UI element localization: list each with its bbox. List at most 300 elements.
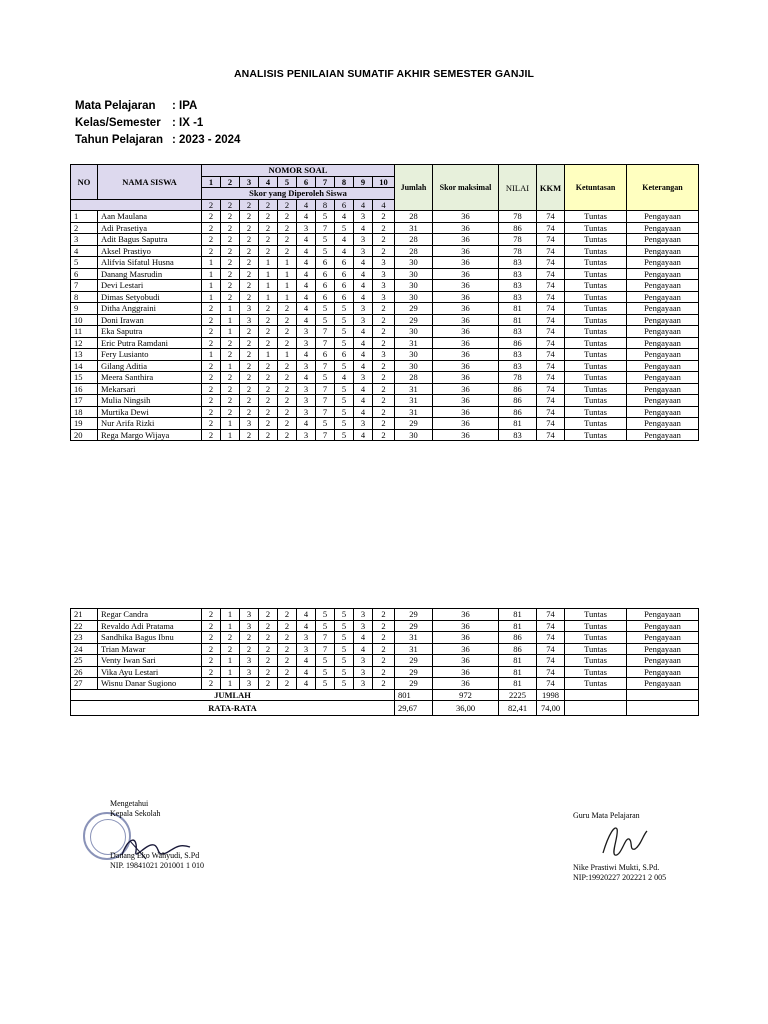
cell-skor: 1 — [221, 418, 240, 430]
max-score: 2 — [221, 199, 240, 211]
cell-keterangan: Pengayaan — [627, 678, 699, 690]
cell-no: 11 — [71, 326, 98, 338]
cell-skor: 2 — [373, 666, 395, 678]
table-row — [71, 211, 699, 223]
cell-skor: 4 — [354, 280, 373, 292]
cell-nama: Eric Putra Ramdani — [98, 337, 202, 349]
cell-skor: 2 — [259, 609, 278, 621]
cell-nilai: 83 — [499, 326, 537, 338]
cell-skor: 6 — [316, 257, 335, 269]
cell-skor: 2 — [373, 678, 395, 690]
cell-keterangan: Pengayaan — [627, 337, 699, 349]
cell-skor: 3 — [297, 326, 316, 338]
cell-nilai: 83 — [499, 268, 537, 280]
cell-skor: 2 — [221, 245, 240, 257]
cell-ketuntasan: Tuntas — [565, 643, 627, 655]
cell-skor: 2 — [373, 620, 395, 632]
cell-skor: 2 — [202, 643, 221, 655]
cell-no: 13 — [71, 349, 98, 361]
cell-nama: Revaldo Adi Pratama — [98, 620, 202, 632]
cell-skor-maksimal: 36 — [433, 268, 499, 280]
cell-skor: 2 — [259, 429, 278, 441]
cell-skor: 4 — [297, 211, 316, 223]
cell-no: 18 — [71, 406, 98, 418]
cell-skor: 2 — [240, 372, 259, 384]
max-score: 4 — [354, 199, 373, 211]
cell-skor: 1 — [221, 326, 240, 338]
question-number: 10 — [373, 176, 395, 188]
table-row — [71, 326, 699, 338]
cell-skor: 7 — [316, 383, 335, 395]
cell-skor: 5 — [335, 360, 354, 372]
cell-skor: 5 — [335, 326, 354, 338]
cell-skor: 3 — [297, 395, 316, 407]
cell-no: 3 — [71, 234, 98, 246]
cell-skor: 5 — [335, 314, 354, 326]
cell-skor: 2 — [259, 678, 278, 690]
cell-kkm: 74 — [537, 280, 565, 292]
cell-nama: Danang Masrudin — [98, 268, 202, 280]
cell-skor: 6 — [335, 280, 354, 292]
cell-kkm: 74 — [537, 234, 565, 246]
table-row — [71, 632, 699, 644]
cell-skor: 4 — [335, 234, 354, 246]
sig-right-line1: Guru Mata Pelajaran — [573, 811, 640, 820]
table-row — [71, 655, 699, 667]
cell-ketuntasan: Tuntas — [565, 609, 627, 621]
table-row — [71, 395, 699, 407]
cell-skor: 2 — [259, 372, 278, 384]
cell-nama: Meera Santhira — [98, 372, 202, 384]
cell-jumlah: 29 — [395, 655, 433, 667]
cell-skor: 3 — [354, 211, 373, 223]
cell-skor: 7 — [316, 222, 335, 234]
cell-skor: 2 — [373, 395, 395, 407]
cell-skor: 2 — [202, 222, 221, 234]
cell-skor: 2 — [259, 655, 278, 667]
summary-kkm: 74,00 — [537, 701, 565, 716]
header-no: NO — [71, 165, 98, 200]
cell-nama: Devi Lestari — [98, 280, 202, 292]
cell-skor-maksimal: 36 — [433, 620, 499, 632]
cell-skor: 2 — [259, 620, 278, 632]
table-row — [71, 609, 699, 621]
summary-empty — [565, 689, 627, 701]
cell-skor: 2 — [221, 632, 240, 644]
cell-no: 5 — [71, 257, 98, 269]
score-table-part2 — [70, 608, 699, 716]
cell-skor: 2 — [373, 303, 395, 315]
cell-skor-maksimal: 36 — [433, 257, 499, 269]
cell-ketuntasan: Tuntas — [565, 406, 627, 418]
cell-nama: Sandhika Bagus Ibnu — [98, 632, 202, 644]
cell-kkm: 74 — [537, 609, 565, 621]
cell-skor: 2 — [221, 337, 240, 349]
summary-row-rata-rata — [71, 701, 699, 716]
cell-skor: 4 — [297, 257, 316, 269]
cell-skor-maksimal: 36 — [433, 245, 499, 257]
cell-skor: 2 — [278, 245, 297, 257]
header-row-nomor-soal — [71, 165, 699, 177]
cell-nilai: 83 — [499, 291, 537, 303]
cell-no: 16 — [71, 383, 98, 395]
cell-skor: 1 — [221, 678, 240, 690]
cell-skor: 2 — [373, 234, 395, 246]
cell-keterangan: Pengayaan — [627, 211, 699, 223]
cell-skor: 3 — [373, 280, 395, 292]
cell-nilai: 81 — [499, 609, 537, 621]
cell-skor: 2 — [278, 326, 297, 338]
cell-nama: Venty Iwan Sari — [98, 655, 202, 667]
cell-skor: 5 — [316, 372, 335, 384]
cell-keterangan: Pengayaan — [627, 360, 699, 372]
document-title: ANALISIS PENILAIAN SUMATIF AKHIR SEMESTER GANJIL — [234, 68, 534, 80]
table-row — [71, 234, 699, 246]
cell-no: 17 — [71, 395, 98, 407]
cell-skor: 1 — [202, 257, 221, 269]
cell-skor: 5 — [316, 245, 335, 257]
cell-skor: 2 — [202, 303, 221, 315]
cell-ketuntasan: Tuntas — [565, 268, 627, 280]
cell-skor: 2 — [373, 383, 395, 395]
cell-skor: 3 — [240, 620, 259, 632]
cell-skor: 7 — [316, 360, 335, 372]
summary-label-jumlah: JUMLAH — [71, 689, 395, 701]
table-row — [71, 383, 699, 395]
header-nama-siswa: NAMA SISWA — [98, 165, 202, 200]
cell-nama: Vika Ayu Lestari — [98, 666, 202, 678]
meta-kelas-semester — [75, 115, 240, 132]
cell-skor: 3 — [297, 643, 316, 655]
max-score: 2 — [278, 199, 297, 211]
signature-right — [573, 811, 666, 883]
cell-keterangan: Pengayaan — [627, 349, 699, 361]
cell-skor: 3 — [240, 418, 259, 430]
cell-skor: 3 — [297, 429, 316, 441]
header-ketuntasan: Ketuntasan — [565, 165, 627, 211]
cell-ketuntasan: Tuntas — [565, 666, 627, 678]
header-blank — [71, 199, 202, 211]
cell-skor: 3 — [354, 655, 373, 667]
cell-skor: 3 — [297, 337, 316, 349]
cell-skor: 2 — [221, 395, 240, 407]
cell-skor: 3 — [240, 678, 259, 690]
cell-skor: 2 — [278, 234, 297, 246]
cell-nilai: 83 — [499, 360, 537, 372]
cell-skor: 2 — [373, 372, 395, 384]
cell-skor: 6 — [316, 280, 335, 292]
cell-nilai: 86 — [499, 632, 537, 644]
cell-jumlah: 30 — [395, 280, 433, 292]
cell-skor: 3 — [240, 303, 259, 315]
cell-skor: 4 — [297, 620, 316, 632]
cell-jumlah: 31 — [395, 406, 433, 418]
cell-skor: 2 — [259, 314, 278, 326]
cell-keterangan: Pengayaan — [627, 372, 699, 384]
cell-skor: 5 — [335, 222, 354, 234]
cell-nilai: 83 — [499, 429, 537, 441]
cell-nama: Aksel Prastiyo — [98, 245, 202, 257]
cell-keterangan: Pengayaan — [627, 655, 699, 667]
cell-keterangan: Pengayaan — [627, 383, 699, 395]
cell-skor: 5 — [316, 303, 335, 315]
cell-kkm: 74 — [537, 406, 565, 418]
max-score: 4 — [373, 199, 395, 211]
cell-jumlah: 30 — [395, 349, 433, 361]
cell-nama: Nur Arifa Rizki — [98, 418, 202, 430]
cell-skor: 7 — [316, 337, 335, 349]
cell-keterangan: Pengayaan — [627, 314, 699, 326]
cell-nama: Trian Mawar — [98, 643, 202, 655]
cell-nilai: 81 — [499, 620, 537, 632]
cell-skor: 2 — [278, 383, 297, 395]
cell-skor: 7 — [316, 632, 335, 644]
cell-skor: 1 — [259, 268, 278, 280]
cell-skor: 2 — [240, 326, 259, 338]
question-number: 5 — [278, 176, 297, 188]
max-score: 2 — [259, 199, 278, 211]
cell-skor: 4 — [335, 211, 354, 223]
cell-skor: 1 — [259, 291, 278, 303]
cell-skor: 2 — [221, 268, 240, 280]
cell-ketuntasan: Tuntas — [565, 429, 627, 441]
header-nilai: NILAI — [499, 165, 537, 211]
cell-kkm: 74 — [537, 632, 565, 644]
table-summary — [71, 689, 699, 716]
cell-ketuntasan: Tuntas — [565, 395, 627, 407]
cell-skor: 7 — [316, 395, 335, 407]
cell-skor: 4 — [297, 372, 316, 384]
cell-skor-maksimal: 36 — [433, 609, 499, 621]
table-row — [71, 245, 699, 257]
summary-maks: 36,00 — [433, 701, 499, 716]
cell-skor: 2 — [278, 211, 297, 223]
cell-nama: Alifvia Sifatul Husna — [98, 257, 202, 269]
sig-left-line2: Kepala Sekolah — [110, 809, 161, 818]
cell-nilai: 86 — [499, 383, 537, 395]
cell-jumlah: 31 — [395, 337, 433, 349]
cell-skor-maksimal: 36 — [433, 372, 499, 384]
cell-nilai: 78 — [499, 245, 537, 257]
cell-skor: 2 — [259, 632, 278, 644]
cell-nilai: 86 — [499, 337, 537, 349]
cell-skor: 4 — [354, 429, 373, 441]
cell-skor: 5 — [316, 655, 335, 667]
cell-skor: 4 — [354, 406, 373, 418]
cell-jumlah: 28 — [395, 372, 433, 384]
cell-skor-maksimal: 36 — [433, 314, 499, 326]
cell-skor: 5 — [335, 303, 354, 315]
cell-skor: 3 — [354, 245, 373, 257]
cell-skor: 5 — [335, 666, 354, 678]
cell-no: 26 — [71, 666, 98, 678]
summary-empty — [627, 701, 699, 716]
cell-skor: 2 — [240, 257, 259, 269]
cell-skor: 7 — [316, 326, 335, 338]
cell-skor: 1 — [221, 620, 240, 632]
cell-jumlah: 29 — [395, 666, 433, 678]
cell-skor: 2 — [278, 360, 297, 372]
cell-skor: 2 — [202, 655, 221, 667]
cell-skor: 1 — [221, 314, 240, 326]
cell-skor: 2 — [240, 349, 259, 361]
cell-skor: 3 — [354, 314, 373, 326]
meta-mata-pelajaran — [75, 98, 240, 115]
cell-jumlah: 29 — [395, 678, 433, 690]
cell-skor: 2 — [240, 268, 259, 280]
cell-skor: 3 — [354, 303, 373, 315]
cell-skor: 3 — [297, 383, 316, 395]
meta-value: : IX -1 — [172, 117, 204, 129]
cell-nama: Eka Saputra — [98, 326, 202, 338]
cell-skor: 2 — [202, 418, 221, 430]
cell-skor: 4 — [335, 372, 354, 384]
cell-skor: 7 — [316, 429, 335, 441]
cell-skor: 2 — [278, 666, 297, 678]
cell-jumlah: 30 — [395, 291, 433, 303]
cell-skor: 5 — [335, 395, 354, 407]
cell-skor: 4 — [354, 268, 373, 280]
meta-value: : IPA — [172, 100, 198, 112]
cell-skor: 4 — [354, 383, 373, 395]
score-table-part1 — [70, 164, 699, 441]
signature-left — [110, 799, 204, 871]
cell-nilai: 78 — [499, 372, 537, 384]
cell-skor: 1 — [259, 257, 278, 269]
cell-skor: 2 — [278, 222, 297, 234]
cell-skor: 1 — [221, 609, 240, 621]
cell-jumlah: 29 — [395, 314, 433, 326]
sig-left-name: Danang Eko Wahyudi, S.Pd — [110, 851, 200, 860]
cell-skor: 4 — [297, 303, 316, 315]
cell-skor: 2 — [373, 360, 395, 372]
cell-skor: 6 — [335, 291, 354, 303]
cell-skor: 2 — [221, 222, 240, 234]
cell-skor: 2 — [240, 280, 259, 292]
cell-skor: 2 — [240, 360, 259, 372]
cell-skor: 2 — [373, 326, 395, 338]
cell-skor: 5 — [316, 666, 335, 678]
cell-skor: 2 — [202, 609, 221, 621]
max-score: 2 — [202, 199, 221, 211]
cell-skor: 1 — [221, 655, 240, 667]
cell-skor: 2 — [278, 632, 297, 644]
cell-skor: 4 — [297, 418, 316, 430]
cell-keterangan: Pengayaan — [627, 609, 699, 621]
cell-skor: 5 — [335, 620, 354, 632]
table-row — [71, 620, 699, 632]
cell-nama: Mulia Ningsih — [98, 395, 202, 407]
cell-skor: 5 — [316, 234, 335, 246]
cell-keterangan: Pengayaan — [627, 291, 699, 303]
question-number: 1 — [202, 176, 221, 188]
question-number: 4 — [259, 176, 278, 188]
max-score: 2 — [240, 199, 259, 211]
cell-kkm: 74 — [537, 314, 565, 326]
cell-keterangan: Pengayaan — [627, 222, 699, 234]
cell-skor: 2 — [221, 406, 240, 418]
cell-skor: 2 — [202, 211, 221, 223]
cell-skor: 3 — [373, 291, 395, 303]
cell-skor: 2 — [373, 211, 395, 223]
meta-value: : 2023 - 2024 — [172, 134, 241, 146]
cell-keterangan: Pengayaan — [627, 429, 699, 441]
cell-skor: 5 — [316, 620, 335, 632]
cell-skor: 4 — [354, 337, 373, 349]
cell-kkm: 74 — [537, 303, 565, 315]
cell-keterangan: Pengayaan — [627, 620, 699, 632]
cell-skor: 4 — [297, 314, 316, 326]
cell-nilai: 83 — [499, 349, 537, 361]
cell-skor: 1 — [278, 280, 297, 292]
cell-nilai: 81 — [499, 678, 537, 690]
cell-skor-maksimal: 36 — [433, 655, 499, 667]
cell-kkm: 74 — [537, 678, 565, 690]
cell-nama: Adi Prasetiya — [98, 222, 202, 234]
cell-skor: 4 — [297, 245, 316, 257]
cell-skor: 2 — [240, 395, 259, 407]
cell-jumlah: 29 — [395, 609, 433, 621]
summary-empty — [627, 689, 699, 701]
cell-skor: 3 — [354, 666, 373, 678]
cell-keterangan: Pengayaan — [627, 395, 699, 407]
cell-jumlah: 30 — [395, 326, 433, 338]
cell-skor: 4 — [297, 280, 316, 292]
cell-skor: 4 — [354, 257, 373, 269]
cell-skor: 4 — [354, 643, 373, 655]
cell-skor: 4 — [354, 349, 373, 361]
table-row — [71, 406, 699, 418]
cell-skor: 2 — [373, 245, 395, 257]
cell-skor: 3 — [240, 666, 259, 678]
table-body-part2 — [71, 609, 699, 690]
cell-jumlah: 30 — [395, 268, 433, 280]
cell-skor: 2 — [259, 383, 278, 395]
cell-skor: 7 — [316, 643, 335, 655]
cell-skor: 2 — [240, 429, 259, 441]
cell-skor: 6 — [316, 291, 335, 303]
cell-skor: 2 — [202, 632, 221, 644]
cell-skor-maksimal: 36 — [433, 303, 499, 315]
meta-label: Tahun Pelajaran — [75, 134, 163, 146]
cell-skor: 2 — [202, 234, 221, 246]
cell-jumlah: 30 — [395, 257, 433, 269]
cell-skor: 5 — [335, 643, 354, 655]
cell-ketuntasan: Tuntas — [565, 632, 627, 644]
cell-skor: 2 — [202, 314, 221, 326]
cell-skor: 1 — [278, 257, 297, 269]
cell-skor: 5 — [335, 406, 354, 418]
cell-ketuntasan: Tuntas — [565, 337, 627, 349]
cell-skor: 2 — [373, 337, 395, 349]
cell-skor: 2 — [259, 222, 278, 234]
cell-keterangan: Pengayaan — [627, 257, 699, 269]
cell-nama: Adit Bagus Saputra — [98, 234, 202, 246]
cell-no: 4 — [71, 245, 98, 257]
cell-skor: 4 — [297, 349, 316, 361]
cell-skor: 6 — [335, 257, 354, 269]
cell-kkm: 74 — [537, 222, 565, 234]
cell-no: 14 — [71, 360, 98, 372]
cell-skor-maksimal: 36 — [433, 234, 499, 246]
cell-nama: Fery Lusianto — [98, 349, 202, 361]
cell-no: 12 — [71, 337, 98, 349]
cell-ketuntasan: Tuntas — [565, 303, 627, 315]
cell-ketuntasan: Tuntas — [565, 372, 627, 384]
cell-skor: 2 — [373, 406, 395, 418]
cell-jumlah: 28 — [395, 245, 433, 257]
cell-skor: 3 — [297, 406, 316, 418]
